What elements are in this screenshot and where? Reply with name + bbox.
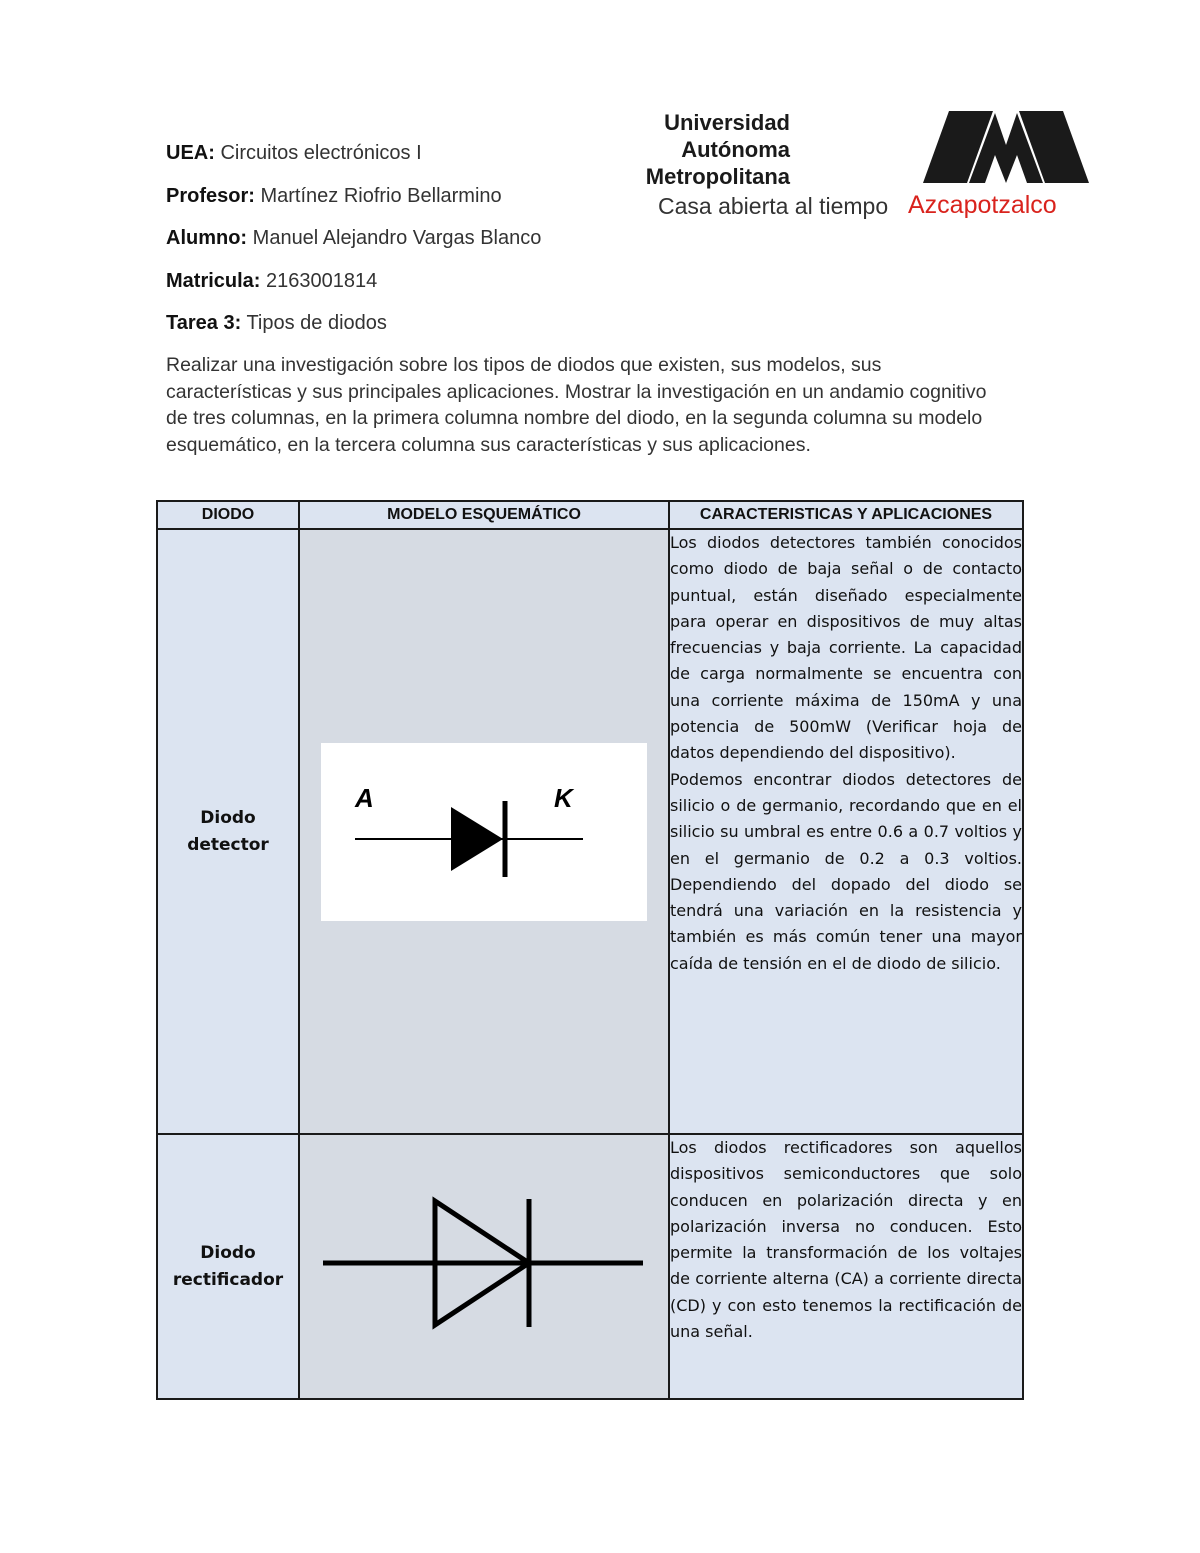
diode-table [156,500,1024,1400]
university-name [646,109,790,190]
table-row [157,1134,1023,1399]
uea-label: UEA: [166,142,215,164]
description-cell [669,529,1023,1134]
matricula-field [166,269,377,293]
table-row [157,529,1023,1134]
alumno-label: Alumno: [166,227,248,249]
campus-name: Azcapotzalco [908,191,1057,219]
tarea-value: Tipos de diodos [246,312,387,334]
diode-name-line2: detector [187,834,269,855]
university-logo [645,105,1095,225]
schematic-cell [299,529,669,1134]
university-name-line2: Autónoma [681,137,790,162]
matricula-label: Matricula: [166,270,261,292]
uea-field [166,141,422,165]
header-diodo: DIODO [157,501,299,529]
table-header-row [157,501,1023,529]
description-paragraph: Los diodos rectificadores son aquellos dispositivos semiconductores que solo conducen en polarización directa y en polarización inversa no conducen. Esto permite la transformación de los voltajes de corriente alterna (CA) a corriente directa (CD) y con esto tenemos la rectificación de una señal. [670,1138,1022,1342]
diode-name-line2: rectificador [172,1269,284,1290]
profesor-label: Profesor: [166,185,255,207]
detector-diode-symbol-icon [321,743,647,921]
description-paragraph: Podemos encontrar diodos detectores de silicio o de germanio, recordando que en el silicio su umbral es entre 0.6 a 0.7 voltios y en el germanio de 0.2 a 0.3 voltios. Dependiendo del dopado del diodo se tendrá una variación en la resistencia y también es más común tener una mayor caída de tensión en el de diodo de silicio. [670,769,1022,973]
diode-name-cell [157,529,299,1134]
detector-diode-schematic [321,743,647,921]
header-caracteristicas: CARACTERISTICAS Y APLICACIONES [669,501,1023,529]
university-tagline: Casa abierta al tiempo [658,193,889,219]
schematic-cell [299,1134,669,1399]
matricula-value: 2163001814 [266,270,378,292]
university-name-line3: Metropolitana [645,164,790,189]
alumno-value: Manuel Alejandro Vargas Blanco [252,227,542,249]
alumno-field [166,226,541,250]
anode-label: A [355,782,374,813]
description-cell [669,1134,1023,1399]
diode-name-line1: Diodo [200,1242,256,1263]
tarea-label: Tarea 3: [166,312,242,334]
rectifier-diode-symbol-icon [321,1195,647,1335]
diode-name-line1: Diodo [200,807,256,828]
header-modelo: MODELO ESQUEMÁTICO [299,501,669,529]
cathode-label: K [554,782,573,813]
tarea-field [166,311,387,335]
uam-emblem-icon [923,109,1089,187]
uea-value: Circuitos electrónicos I [220,142,422,164]
diode-name-cell [157,1134,299,1399]
profesor-field [166,184,502,208]
intro-paragraph: Realizar una investigación sobre los tipos de diodos que existen, sus modelos, sus características y sus principales aplicaciones. Mostrar la investigación en un andamio cognitivo de tres columnas, en la primera columna nombre del diodo, en la segunda columna su modelo esquemático, en la tercera columna sus características y sus aplicaciones. [166,354,987,456]
description-paragraph: Los diodos detectores también conocidos como diodo de baja señal o de contacto puntual, están diseñado especialmente para operar en dispositivos de muy altas frecuencias y baja corriente. La capacidad de carga normalmente se encuentra con una corriente máxima de 150mA y una potencia de 500mW (Verificar hoja de datos dependiendo del dispositivo). [670,533,1022,763]
university-name-line1: Universidad [664,110,790,135]
profesor-value: Martínez Riofrio Bellarmino [260,185,502,207]
